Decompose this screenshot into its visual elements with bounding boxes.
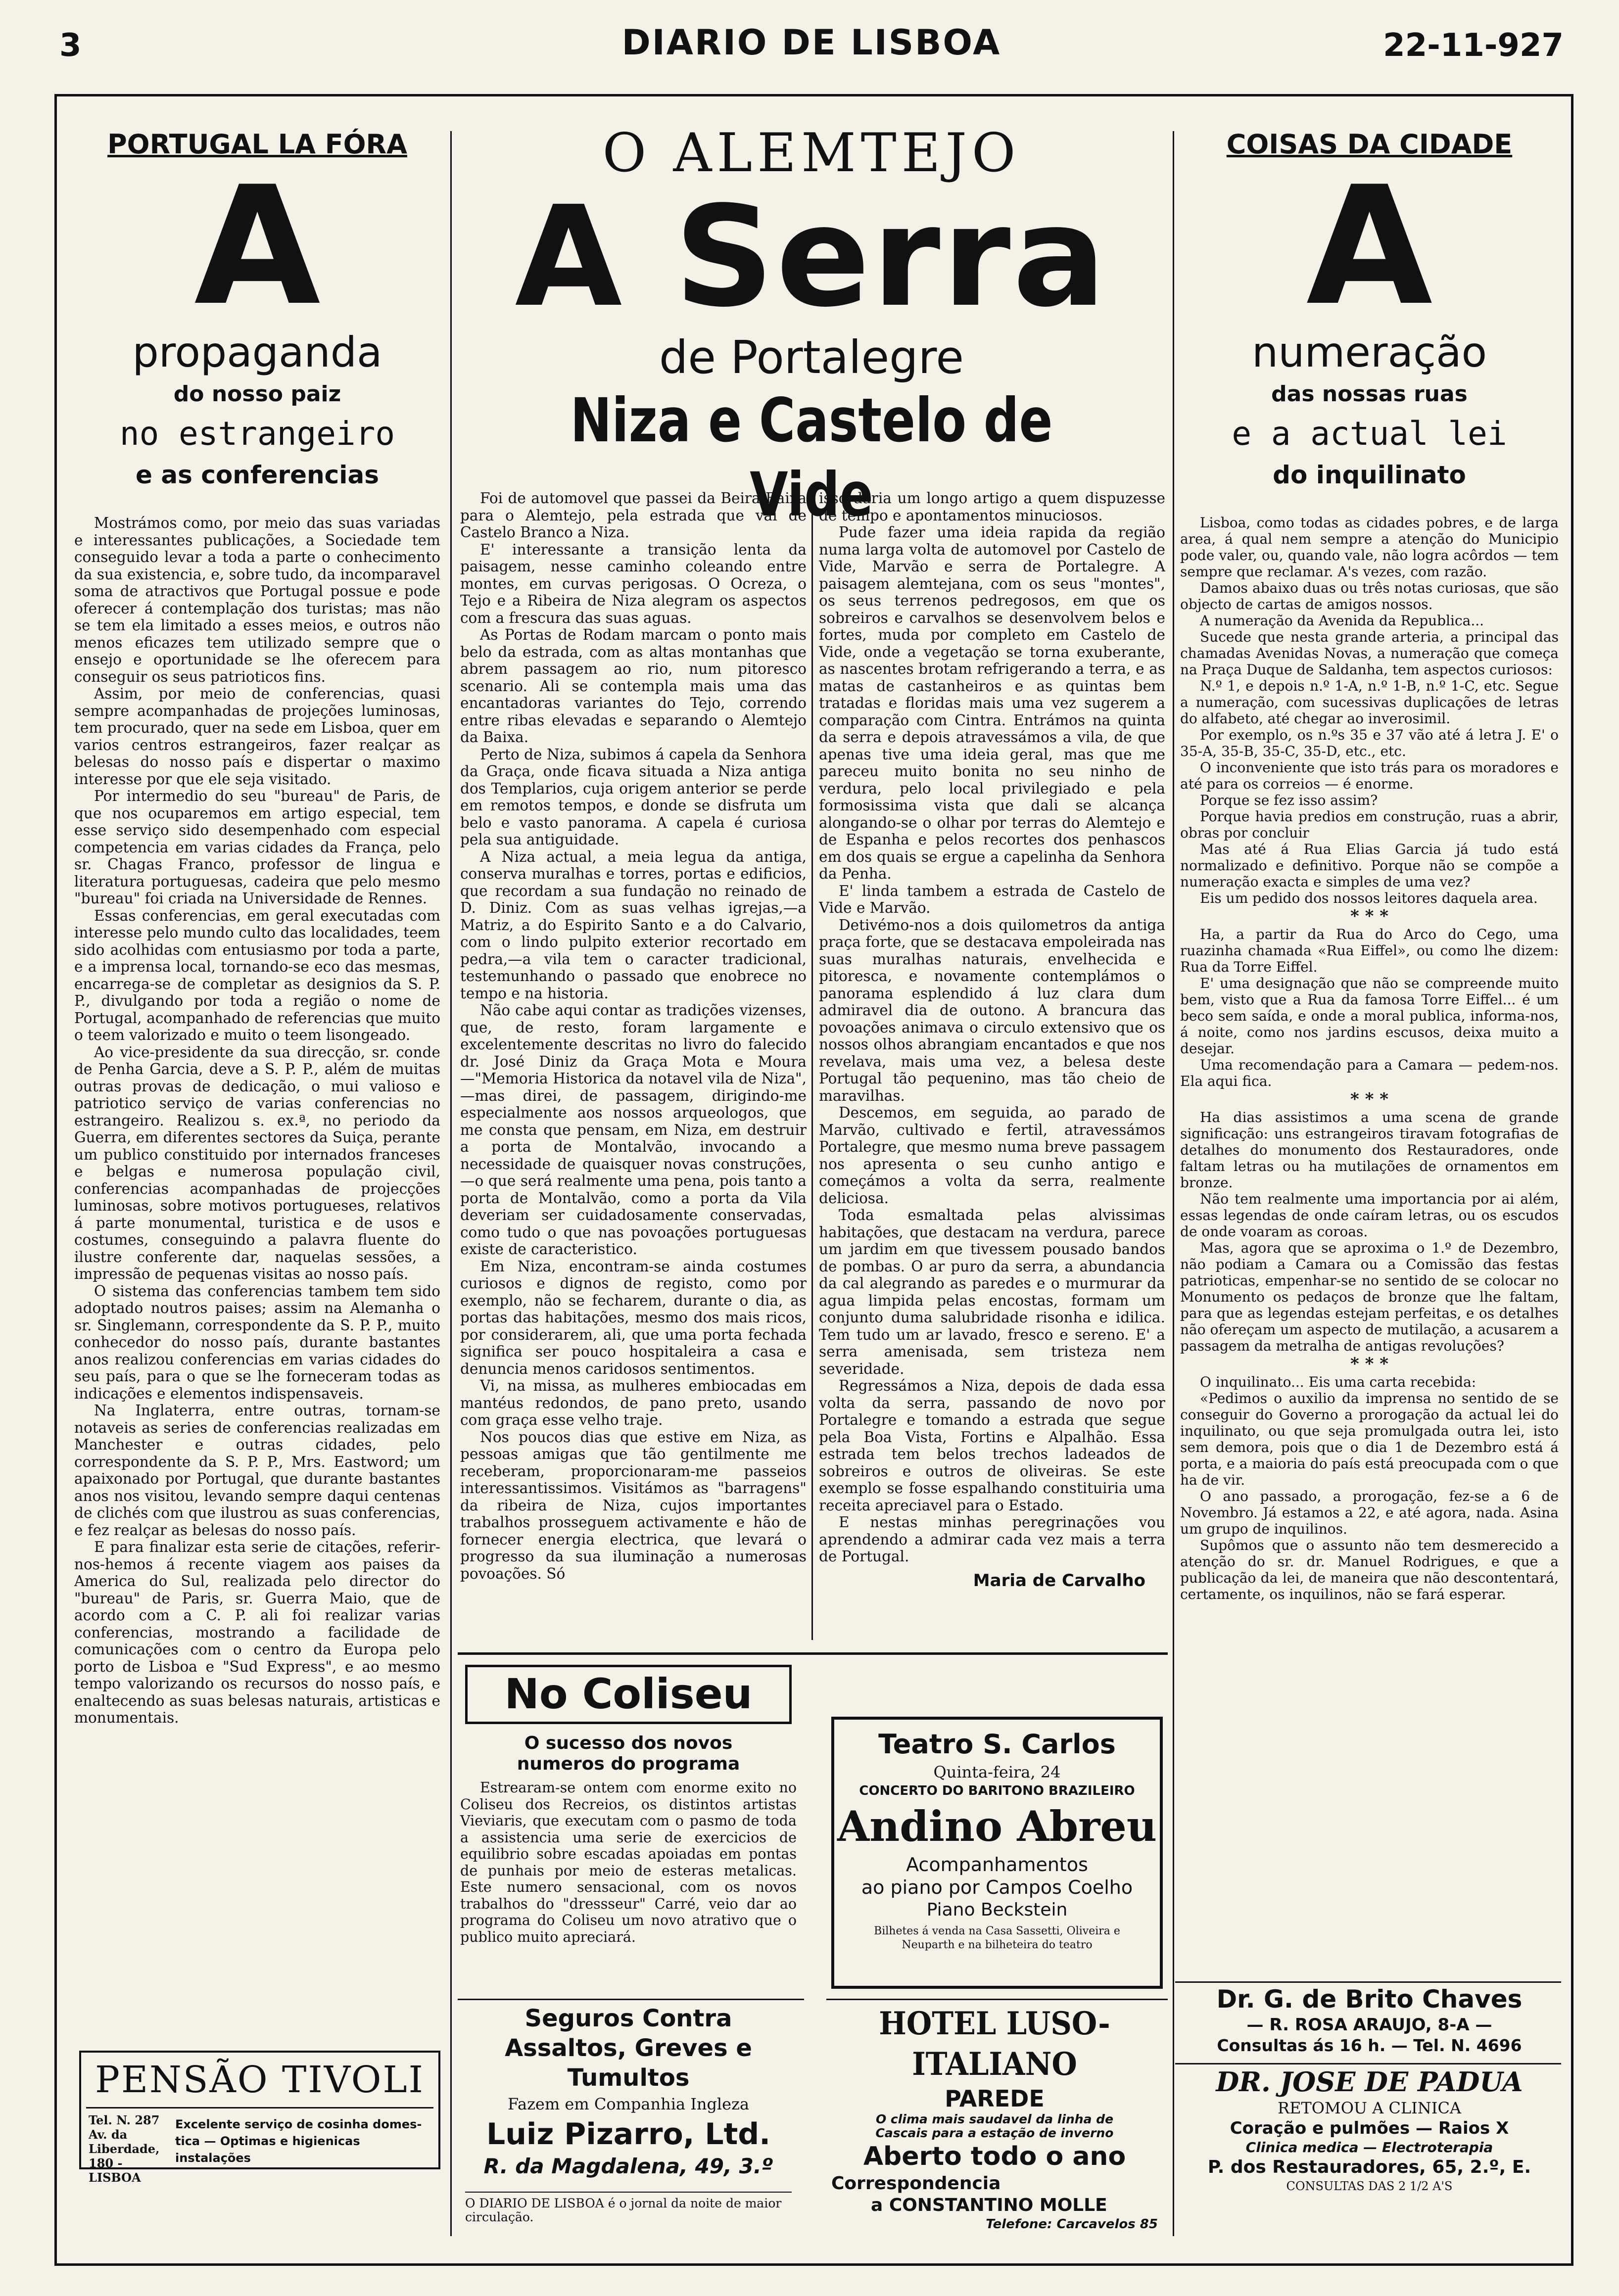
paragraph: Mostrámos como, por meio das suas variadas e interessantes publicações, a Sociedade tem conseguido levar a toda a parte o conhecimento da sua existencia, e, sobre tudo, da incomparavel soma de atractivos que Portugal possue e pode oferecer á contemplação dos turistas; mas não se tem ela limitado a esses meios, e outros não menos eficazes tem utilizado sempre que o ensejo e oportunidade se lhe oferecem para conseguir os seus patrioticos fins. [74,515,440,685]
paragraph: «Pedimos o auxilio da imprensa no sentido de se conseguir do Governo a prorogação da actual lei do inquilinato, ou que seja promulgada outra lei, isto sem demora, pois que o dia 1 de Dezembro está á porta, e a maioria do país está preocupada com o que ha de vir. [1180,1390,1559,1488]
headline: No Coliseu [504,1670,753,1718]
paragraph: Nos poucos dias que estive em Niza, as pessoas amigas que tão gentilmente me receberam, proporcionaram-me passeios interessantissimos. Visitámos as "barragens" da ribeira de Niza, cujos importantes trabalhos prosseguem activamente e hão de fornecer energia electrica, que levará o progresso da sua iluminação a numerosas povoações. Só [460,1428,807,1582]
ad-text: Bilhetes á venda na Casa Sassetti, Oliveira e Neuparth e na bilheteira do teatro [874,1925,1120,1951]
paragraph: Na Inglaterra, entre outras, tornam-se notaveis as series de conferencias realizadas em Manchester e outras cidades, pelo correspondente da S. P. P., Mrs. Eastword; um apaixonado por Portugal, que durante bastantes anos nos visitou, levando sempre daqui centenas de clichés com que ilustrou as suas conferencias, e fez realçar as belesas do nosso país. [74,1402,440,1539]
ad-text: Consultas ás 16 h. — Tel. N. 4696 [1217,2036,1522,2055]
ad-seguros [460,2004,797,2197]
section-divider [458,1999,804,2000]
subheadline: Niza e Castelo de Vide [570,385,1053,530]
paragraph: Detivémo-nos a dois quilometros da antiga praça forte, que se destacava empoleirada nas suas muralhas naturais, envelhecida e pitoresca, e novamente contemplámos o panorama esplendido á luz clara dum admiravel dia de outono. A brancura das povoações animava o circulo extensivo que os nossos olhos abrangiam encantados e que nos revelava, mais uma vez, a belesa deste Portugal tão pequenino, mas tão cheio de maravilhas. [819,916,1165,1104]
ad-title: Seguros Contra Assaltos, Greves e Tumultos [505,2005,752,2092]
ad-tel: Tel. N. 287 [89,2113,160,2127]
paragraph: Estrearam-se ontem com enorme exito no Coliseu dos Recreios, os distintos artistas Vieviaris, que executam com o pasmo de toda a assistencia uma serie de exercicios de equilibrio sobre escadas apoiadas em pontas de punhais por meio de esteras metalicas. Este numero sensacional, com os novos trabalhos do "dressseur" Carré, veio dar ao programa do Coliseu um novo atrativo que o publico muito apreciará. [460,1780,797,1945]
paragraph: isso daria um longo artigo a quem dispuzesse de tempo e apontamentos minuciosos. [819,490,1165,524]
section-kicker: COISAS DA CIDADE [1226,129,1513,160]
paragraph: O ano passado, a prorogação, fez-se a 6 de Novembro. Já estamos a 22, e até agora, nada. Asina um grupo de inquilinos. [1180,1488,1559,1537]
paragraph: Pude fazer uma ideia rapida da região numa larga volta de automovel por Castelo de Vide, Marvão e serra de Portalegre. A paisagem alemtejana, com os seus "montes", os seus terrenos pedregosos, em que os sobreiros e carvalhos se desenvolvem belos e fortes, muda por completo em Castelo de Vide, onde a vegetação se torna exuberante, as nascentes brotam refrigerando a terra, e as matas de castanheiros e as quintas bem tratadas e floridas mais uma vez sugerem a comparação com Cintra. Entrámos na quinta da serra e depois atravessámos a vila, de que apenas tive uma ideia geral, mas que me pareceu muito bonita no seu ninho de verdura, pelo local privilegiado e pela formosissima vista que dali se alcança alongando-se o olhar por terras do Alemtejo e de Espanha e pelos recortes dos penhascos em dos quais se ergue a capelinha da Senhora da Penha. [819,524,1165,882]
paragraph: Sucede que nesta grande arteria, a principal das chamadas Avenidas Novas, a numeração que começa na Praça Duque de Saldanha, tem aspectos curiosos: [1180,629,1559,678]
ad-address: P. dos Restauradores, 65, 2.º, E. [1207,2157,1531,2177]
right-article-header [1180,129,1559,489]
paragraph: Foi de automovel que passei da Beira Baixa para o Alemtejo, pela estrada que vai de Castelo Branco a Niza. [460,490,807,541]
ad-text: CONSULTAS DAS 2 1/2 A'S [1286,2179,1453,2193]
ad-title: HOTEL LUSO-ITALIANO [879,2005,1110,2083]
section-separator: * * * [1350,1354,1388,1374]
ad-phone: Telefone: Carcavelos 85 [986,2217,1158,2232]
paragraph: Supômos que o assunto não tem desmerecido a atenção do sr. dr. Manuel Rodrigues, e que a publicação da lei, de maneira que não descontentará, certamente, os inquilinos, não se fará esperar. [1180,1537,1559,1602]
ad-contact [89,2113,170,2185]
ad-text: ao piano por Campos Coelho [861,1876,1133,1898]
paragraph: Porque se fez isso assim? [1200,792,1378,808]
column-rule [811,487,813,1640]
paragraph: E' uma designação que não se compreende muito bem, visto que a Rua da famosa Torre Eiffel... é um beco sem saída, e onde a moral publica, informa-nos, á noite, como nos jardins escusos, deixa muito a desejar. [1180,975,1559,1057]
paragraph: Não cabe aqui contar as tradições vizenses, que, de resto, foram largamente e excelentemente descritas no livro do falecido dr. José Diniz da Graça Mota e Moura—"Memoria Historica da notavel vila de Niza",—mas direi, de passagem, dirigindo-me especialmente aos nossos arqueologos, que me consta que pensam, em Niza, em destruir a porta de Montalvão, invocando a necessidade de quaisquer novas construções,—o que será realmente uma pena, pois tanto a porta de Montalvão, como a porta da Vila deveriam ser cuidadosamente conservadas, como tudo o que nas povoações portuguesas existe de caracteristico. [460,1002,807,1258]
ad-hotel-luso-italiano [821,2004,1168,2236]
right-article-body [1180,515,1559,1885]
paragraph: Ha, a partir da Rua do Arco do Cego, uma ruazinha chamada «Rua Eiffel», ou como lhe dizem: Rua da Torre Eiffel. [1180,926,1559,975]
section-kicker: O ALEMTEJO [602,122,1021,184]
subheadline: do nosso paiz [173,381,341,407]
section-separator: * * * [1350,906,1388,926]
ad-teatro-s-carlos [831,1717,1163,1989]
ad-company: Luiz Pizarro, Ltd. [486,2117,770,2152]
headline-big-letter: A [194,151,321,341]
coliseu-body [460,1780,797,1945]
paragraph: A Niza actual, a meia legua da antiga, conserva muralhas e torres, portas e edificios, que recordam a sua fundação no reinado de D. Diniz. Com as suas velhas igrejas,—a Matriz, a do Espirito Santo e a do Calvario, com o lindo pulpito exterior recortado em pedra,—a vila tem o caracter tradicional, testemunhando o passado que enobrece no tempo e na historia. [460,848,807,1002]
byline: Maria de Carvalho [973,1570,1145,1591]
paragraph: E' linda tambem a estrada de Castelo de Vide e Marvão. [819,882,1165,916]
paragraph: Essas conferencias, em geral executadas com interesse pelo mundo culto das localidades, teem sido acolhidas com entusiasmo por toda a parte, e a imprensa local, tornando-se eco das mesmas, encarrega-se de completar as designios da S. P. P., divulgando por toda a região o nome de Portugal, acompanhado de referencias que muito o teem valorizado e muito o teem lisongeado. [74,907,440,1043]
paragraph: Por exemplo, os n.ºs 35 e 37 vão até á letra J. E' o 35-A, 35-B, 35-C, 35-D, etc., etc. [1180,727,1559,759]
ad-text: Quinta-feira, 24 [933,1763,1061,1781]
section-separator: * * * [1350,1089,1388,1109]
subheadline: das nossas ruas [1271,381,1468,407]
paragraph: Porque havia predios em construção, ruas a abrir, obras por concluir [1180,808,1559,841]
paragraph: Por intermedio do seu "bureau" de Paris, de que nos ocuparemos em artigo especial, tem esse serviço sido desempenhado com especial competencia em varias cidades da França, pelo sr. Chagas Franco, professor de lingua e literatura portuguesas, cadeira que pelo mesmo "bureau" foi criada na Universidade de Rennes. [74,788,440,907]
paragraph: Não tem realmente uma importancia por ai além, essas legendas de onde caíram letras, ou os escudos de onde voaram as coroas. [1180,1191,1559,1240]
paragraph: Ao vice-presidente da sua direcção, sr. conde de Penha Garcia, deve a S. P. P., além de muitas outras provas de dedicação, o mui valioso e patriotico serviço de varias conferencias no estrangeiro. Realizou s. ex.ª, no periodo da Guerra, em diferentes sectores da Suiça, perante um publico constituido por internados franceses e belgas e numerosa população civil, conferencias acompanhadas de projecções luminosas, sobre motivos portugueses, relativos á parte monumental, turistica e de usos e costumes, conseguindo a palavra fluente do ilustre conferente dar, naquelas sessões, a impressão de pequenas visitas ao nosso país. [74,1043,440,1282]
subheadline: de Portalegre [659,331,964,384]
ad-title: PENSÃO TIVOLI [95,2059,425,2101]
section-divider [1175,2063,1561,2064]
column-rule [450,131,452,2236]
divider [86,2107,433,2109]
ad-title: DR. JOSE DE PADUA [1216,2066,1523,2098]
diario-note: O DIARIO DE LISBOA é o jornal da noite de maior circulação. [465,2196,782,2224]
ad-services [175,2116,432,2166]
section-divider [826,1999,1168,2000]
issue-date: 22-11-927 [1383,27,1564,64]
ad-pensao-tivoli [79,2051,440,2185]
ad-text: Aberto todo o ano [863,2142,1126,2171]
ad-text: RETOMOU A CLINICA [1277,2099,1462,2117]
ad-address: 180 - LISBOA [89,2156,141,2185]
center-article-col-a [460,490,807,1650]
left-article-header [74,129,440,489]
column-rule [1173,131,1174,2236]
ad-performer: Andino Abreu [837,1802,1157,1851]
paragraph: Assim, por meio de conferencias, quasi sempre acompanhadas de projeções luminosas, tem procurado, quer na sede em Lisboa, quer em varios centros estrangeiros, fazer realçar as belesas do nosso país e dispertar o maximo interesse por que ele seja visitado. [74,685,440,788]
ad-text: Fazem em Companhia Ingleza [507,2095,750,2113]
paragraph: Damos abaixo duas ou três notas curiosas, que são objecto de cartas de amigos nossos. [1180,580,1559,612]
paragraph: O inquilinato... Eis uma carta recebida: [1200,1374,1476,1390]
ad-text: Piano Beckstein [926,1900,1068,1920]
ad-title: Dr. G. de Brito Chaves [1216,1985,1523,2014]
coliseu-title-box [465,1665,792,1724]
headline: A Serra [515,177,1108,338]
ad-text: a CONSTANTINO MOLLE [871,2195,1107,2215]
paragraph: As Portas de Rodam marcam o ponto mais belo da estrada, com as altas montanhas que abrem passagem ao rio, num pitoresco scenario. Ali se contempla mais uma das encantadoras variantes do Tejo, correndo entre ribas elevadas e separando o Alemtejo da Baixa. [460,626,807,746]
ad-address: R. da Magdalena, 49, 3.º [483,2154,773,2178]
ad-dr-padua [1180,2065,1559,2229]
paragraph: N.º 1, e depois n.º 1-A, n.º 1-B, n.º 1-C, etc. Segue a numeração, com sucessivas duplicações de letras do alfabeto, até chegar ao inverosimil. [1180,678,1559,727]
subheadline: do inquilinato [1273,461,1466,489]
paragraph: Eis um pedido dos nossos leitores daquela area. [1200,890,1538,906]
ad-text: Acompanhamentos [906,1854,1088,1875]
left-article-body [74,515,440,1830]
subheadline: no estrangeiro [119,415,395,453]
ad-dr-chaves [1180,1984,1559,2063]
paragraph: Regressámos a Niza, depois de dada essa volta da serra, passando de novo por Portalegre e tomando a estrada que segue pela Boa Vista, Fortins e Alpalhão. Essa estrada tem belos trechos ladeados de sobreiros e outros de oliveiras. Se este exemplo se fosse espalhando constituiria uma receita apreciavel para o Estado. [819,1377,1165,1514]
subheadline: O sucesso dos novos numeros do programa [517,1733,740,1774]
ad-text: Clinica medica — Electroterapia [1245,2139,1493,2155]
paragraph: O inconveniente que isto trás para os moradores e até para os correios — é enorme. [1180,759,1559,792]
paragraph: Vi, na missa, as mulheres embiocadas em mantéus redondos, de pano preto, usando com graça esse velho traje. [460,1377,807,1428]
paragraph: E nestas minhas peregrinações vou aprendendo a admirar cada vez mais a terra de Portugal. [819,1514,1165,1565]
headline: propaganda [132,328,382,376]
ad-text: Excelente serviço de cosinha domes- [175,2117,422,2131]
paragraph: Mas, agora que se aproxima o 1.º de Dezembro, não podiam a Camara ou a Comissão das festas patrioticas, empenhar-se no sentido de se colocar no Monumento os pedaços de bronze que lhe faltam, para que as legendas estejam perfeitas, e os detalhes não ofereçam um aspecto de mutilação, a acusarem a passagem da metralha de antigas revoluções? [1180,1240,1559,1354]
ad-text: Coração e pulmões — Raios X [1230,2118,1509,2138]
paragraph: Uma recomendação para a Camara — pedem-nos. Ela aqui fica. [1180,1057,1559,1089]
page-number: 3 [59,27,82,64]
ad-text: O clima mais saudavel da linha de Cascais para a estação de inverno [875,2112,1114,2140]
subheadline: e a actual lei [1232,415,1507,453]
section-kicker: PORTUGAL LA FÓRA [107,129,407,160]
paragraph: Em Niza, encontram-se ainda costumes curiosos e dignos de registo, como por exemplo, não se fecharem, durante o dia, as portas das habitações, mesmo dos mais ricos, por considerarem, ali, que uma porta fechada significa ser pouco hospitaleira a casa e denuncia menos caridosos sentimentos. [460,1258,807,1377]
headline: numeração [1251,328,1487,376]
paragraph: Ha dias assistimos a uma scena de grande significação: uns estrangeiros tiravam fotografias de detalhes do monumento dos Restauradores, onde faltam letras ou ha mutilações de ornamentos em bronze. [1180,1109,1559,1191]
ad-text: CONCERTO DO BARITONO BRAZILEIRO [859,1783,1135,1798]
paragraph: Toda esmaltada pelas alvissimas habitações, que destacam na verdura, parece um jardim em que tivessem pousado bandos de pombas. O ar puro da serra, a abundancia da cal alegrando as paredes e o murmurar da agua limpida pelas encostas, formam um conjunto duma salubridade risonha e idilica. Tem tudo um ar lavado, fresco e sereno. E' a serra amenisada, sem tristeza nem severidade. [819,1207,1165,1377]
newspaper-name: DIARIO DE LISBOA [621,22,1001,63]
ad-text: PAREDE [945,2085,1045,2112]
ad-text: Correspondencia [831,2173,1001,2194]
ad-title: Teatro S. Carlos [878,1729,1116,1760]
divider [465,2192,792,2193]
ad-address: — R. ROSA ARAUJO, 8-A — [1246,2015,1492,2035]
paragraph: A numeração da Avenida da Republica... [1200,612,1484,629]
paragraph: O sistema das conferencias tambem tem sido adoptado noutros paises; assim na Alemanha o sr. Singlemann, correspondente da S. P. P., muito conhecedor do nosso país, durante bastantes anos realizou conferencias em varias cidades do seu país, para o que se lhe forneceram todas as indicações e elementos indispensaveis. [74,1282,440,1402]
center-article-col-b [819,490,1165,1642]
masthead [59,20,1564,94]
paragraph: E para finalizar esta serie de citações, referir-nos-hemos á recente viagem aos paises da America do Sul, realizada pelo director do "bureau" de Paris, sr. Guerra Maio, que de acordo com a C. P. ali foi realizar varias conferencias, mostrando a facilidade de comunicações com o centro da Europa pelo porto de Lisboa e "Sud Express", e ao mesmo tempo valorizando os recursos do nosso país, e enaltecendo as suas belesas naturais, artisticas e monumentais. [74,1539,440,1726]
headline-big-letter: A [1306,151,1433,341]
ad-text: tica — Optimas e higienicas instalações [175,2134,360,2165]
subheadline: e as conferencias [136,461,379,489]
ad-address: Av. da Liberdade, [89,2127,160,2156]
paragraph: E' interessante a transição lenta da paisagem, nesse caminho coleando entre montes, em curvas perigosas. O Ocreza, o Tejo e a Ribeira de Niza alegram os aspectos com a frescura das suas aguas. [460,541,807,626]
paragraph: Lisboa, como todas as cidades pobres, e de larga area, á qual nem sempre a atenção do Municipio pode valer, ou, quando vale, não logra acôrdos — tem sempre que reclamar. A's vezes, com razão. [1180,515,1559,580]
section-divider [1175,1981,1561,1983]
paragraph: Mas até á Rua Elias Garcia já tudo está normalizado e definitivo. Porque não se compõe a numeração exacta e simples de uma vez? [1180,841,1559,890]
paragraph: Perto de Niza, subimos á capela da Senhora da Graça, onde ficava situada a Niza antiga dos Templarios, cuja origem anterior se perde em remotos tempos, e donde se disfruta um belo e vasto panorama. A capela é curiosa pela sua antiguidade. [460,746,807,848]
center-article-header [460,124,1163,532]
coliseu-article [460,1655,797,1996]
paragraph: Descemos, em seguida, ao parado de Marvão, cultivado e fertil, atravessámos Portalegre, que mesmo numa breve passagem nos apresenta o seu cunho antigo e começámos a volta da serra, realmente deliciosa. [819,1104,1165,1207]
